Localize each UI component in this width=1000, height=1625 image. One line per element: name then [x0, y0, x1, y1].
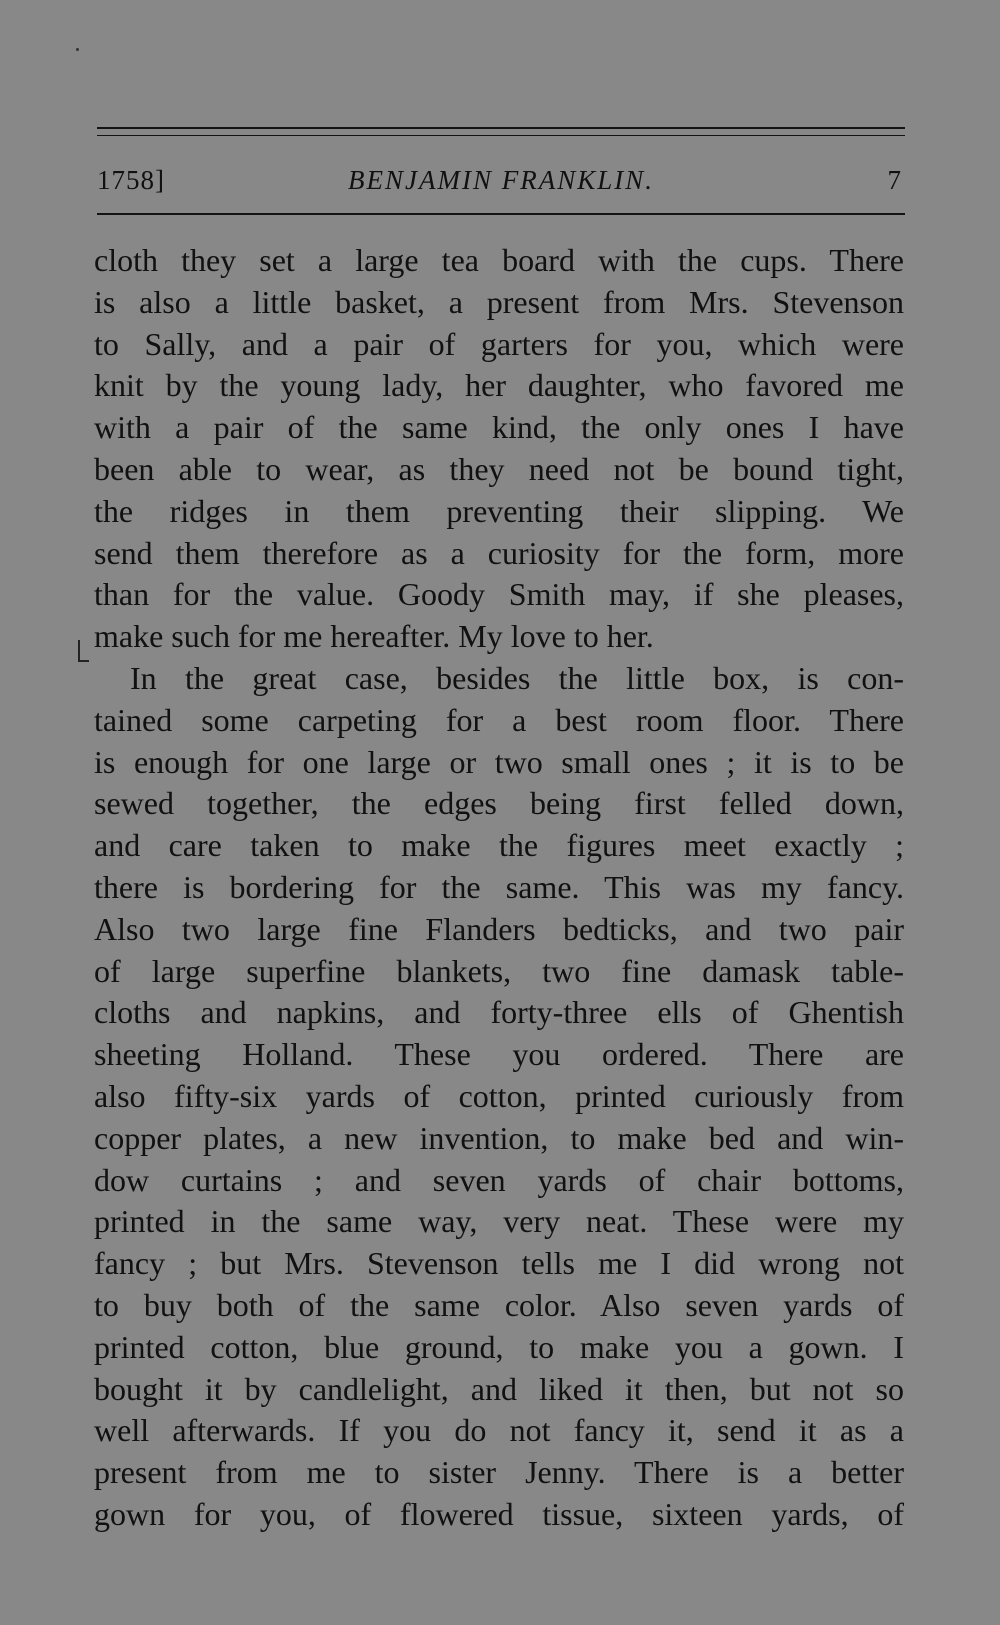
text-line: with a pair of the same kind, the only ones I have — [94, 409, 904, 446]
text-line: knit by the young lady, her daughter, who favored me — [94, 367, 904, 404]
header-rule-top-thin — [97, 135, 905, 136]
text-line: Also two large fine Flanders bedticks, and two pair — [94, 910, 904, 947]
page-speck — [76, 48, 79, 51]
text-line: is also a little basket, a present from Mrs. Stevenson — [94, 283, 904, 320]
text-line: sewed together, the edges being first felled down, — [94, 785, 904, 822]
text-line: fancy ; but Mrs. Stevenson tells me I did wrong not — [94, 1245, 904, 1282]
text-line: been able to wear, as they need not be bound tight, — [94, 450, 904, 487]
text-line-paragraph-start: In the great case, besides the little box, is con- — [130, 659, 904, 696]
text-line: well afterwards. If you do not fancy it, send it as a — [94, 1412, 904, 1449]
text-line: copper plates, a new invention, to make bed and win- — [94, 1119, 904, 1156]
text-line: gown for you, of flowered tissue, sixteen yards, of — [94, 1495, 904, 1532]
text-line: also fifty-six yards of cotton, printed curiously from — [94, 1077, 904, 1114]
header-rule-bottom — [97, 213, 905, 215]
text-line: there is bordering for the same. This was my fancy. — [94, 868, 904, 905]
text-line: printed in the same way, very neat. These were my — [94, 1203, 904, 1240]
text-line: printed cotton, blue ground, to make you a gown. I — [94, 1328, 904, 1365]
text-line: present from me to sister Jenny. There is a better — [94, 1454, 904, 1491]
page-number: 7 — [887, 165, 901, 195]
text-line: dow curtains ; and seven yards of chair bottoms, — [94, 1161, 904, 1198]
text-line: to buy both of the same color. Also seven yards of — [94, 1286, 904, 1323]
running-head-year: 1758] — [97, 165, 165, 195]
text-line: the ridges in them preventing their slipping. We — [94, 492, 904, 529]
margin-bracket-mark — [78, 640, 89, 662]
running-head-title: BENJAMIN FRANKLIN. — [348, 165, 654, 195]
text-line: bought it by candlelight, and liked it then, but not so — [94, 1370, 904, 1407]
text-line: is enough for one large or two small ones ; it is to be — [94, 743, 904, 780]
running-head — [97, 160, 905, 200]
text-line-paragraph-end: make such for me hereafter. My love to her. — [94, 618, 654, 655]
body-text — [94, 240, 904, 1536]
text-line: tained some carpeting for a best room floor. There — [94, 701, 904, 738]
text-line: cloth they set a large tea board with the cups. There — [94, 242, 904, 278]
text-line: cloths and napkins, and forty-three ells of Ghentish — [94, 994, 904, 1031]
text-line: of large superfine blankets, two fine damask table- — [94, 952, 904, 989]
text-line: and care taken to make the figures meet exactly ; — [94, 827, 904, 864]
text-line: send them therefore as a curiosity for the form, more — [94, 534, 904, 571]
text-line: to Sally, and a pair of garters for you, which were — [94, 325, 904, 362]
text-line: sheeting Holland. These you ordered. There are — [94, 1036, 904, 1073]
text-line: than for the value. Goody Smith may, if she pleases, — [94, 576, 904, 613]
header-rule-top — [97, 127, 905, 129]
